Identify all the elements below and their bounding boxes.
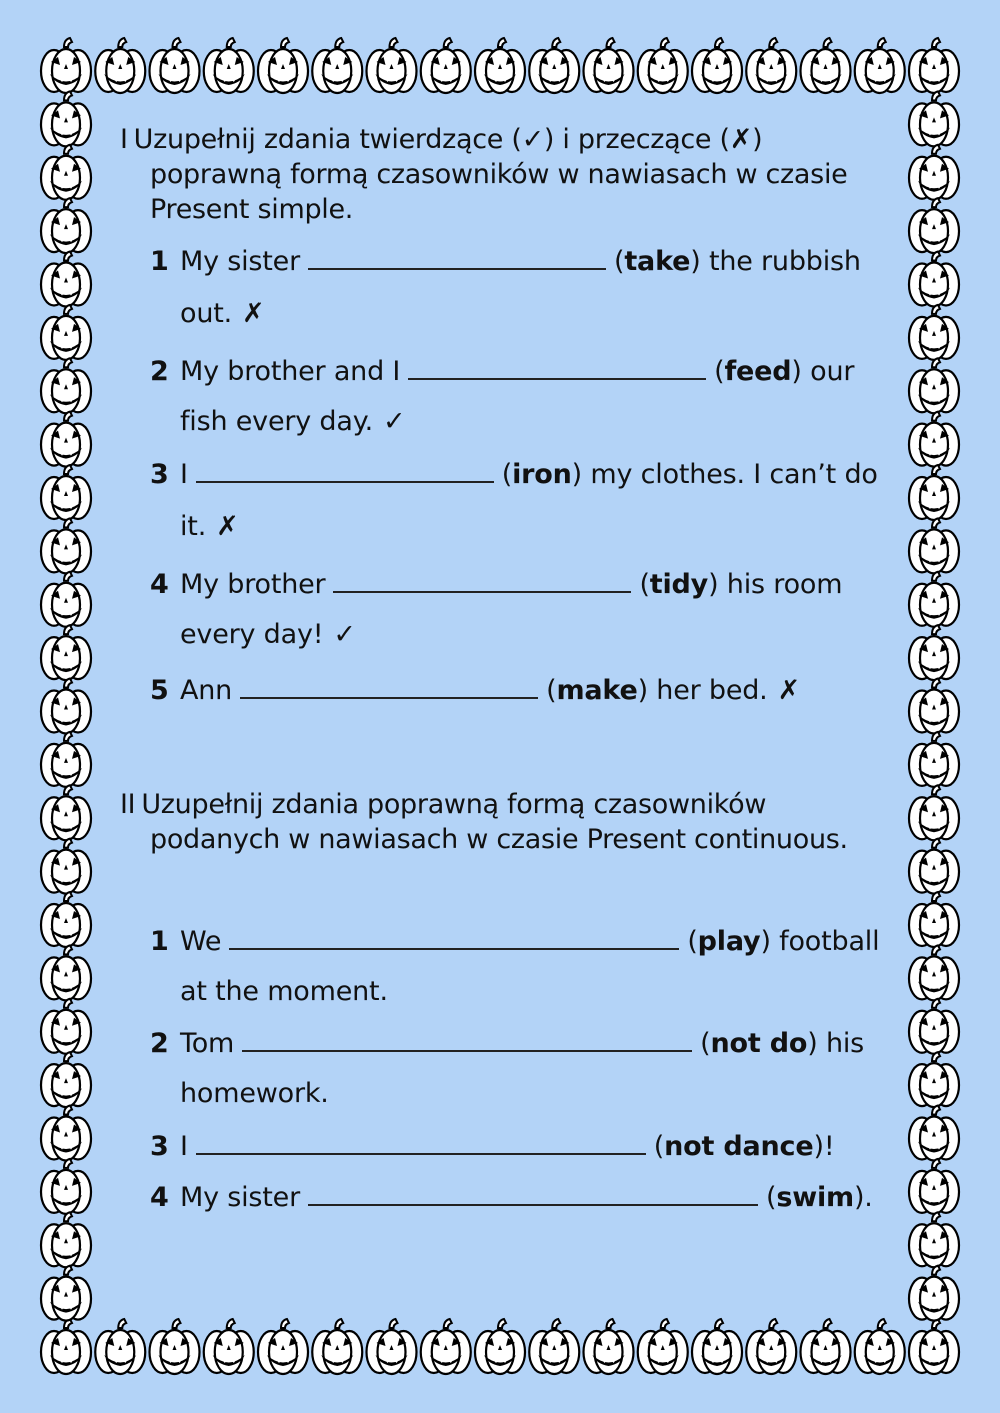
verb-hint: play: [697, 926, 761, 957]
item-number: 4: [150, 569, 169, 600]
instruction-line-2: poprawną formą czasowników w nawiasach w czasie: [150, 159, 848, 190]
instruction-line-3: Present simple.: [150, 194, 354, 225]
answer-blank[interactable]: [408, 354, 706, 380]
cross-icon: ✗: [242, 298, 265, 329]
item-text-after: the rubbish: [708, 246, 861, 277]
instruction-text-b: ) i przeczące (: [543, 124, 730, 155]
item-text-continued: homework.: [180, 1078, 329, 1109]
item-text-after: his room: [726, 569, 843, 600]
verb-hint: not dance: [664, 1131, 814, 1162]
verb-hint: take: [624, 246, 691, 277]
check-icon: ✓: [521, 124, 544, 155]
item-number: 4: [150, 1182, 169, 1213]
item-text-before: My sister: [180, 1182, 300, 1213]
item-text-continued: fish every day.: [180, 406, 374, 437]
section-2-instruction: [120, 787, 880, 857]
answer-blank[interactable]: [196, 457, 494, 483]
answer-blank[interactable]: [196, 1129, 646, 1155]
answer-blank[interactable]: [242, 1026, 692, 1052]
verb-hint: not do: [710, 1028, 808, 1059]
check-icon: ✓: [383, 406, 406, 437]
cross-icon: ✗: [216, 511, 239, 542]
item-text-continued: it.: [180, 511, 207, 542]
verb-hint: feed: [724, 356, 792, 387]
item-number: 1: [150, 926, 169, 957]
instruction-line-2: podanych w nawiasach w czasie Present continuous.: [150, 824, 848, 855]
item-number: 1: [150, 246, 169, 277]
item-number: 2: [150, 1028, 169, 1059]
verb-hint: swim: [776, 1182, 854, 1213]
cross-icon: ✗: [729, 124, 753, 155]
item-text-after: !: [823, 1131, 835, 1162]
verb-hint: tidy: [649, 569, 709, 600]
item-text-before: Tom: [180, 1028, 235, 1059]
item-text-before: My brother: [180, 569, 326, 600]
item-text-after: his: [825, 1028, 865, 1059]
answer-blank[interactable]: [333, 567, 631, 593]
item-text-after: .: [864, 1182, 873, 1213]
item-text-after: my clothes. I can’t do: [590, 459, 878, 490]
item-number: 3: [150, 1131, 169, 1162]
section-2-number: II: [120, 789, 136, 820]
item-text-continued: out.: [180, 298, 233, 329]
item-text-continued: every day!: [180, 619, 324, 650]
section-1-number: I: [120, 124, 128, 155]
item-text-after: our: [810, 356, 855, 387]
item-text-continued: at the moment.: [180, 976, 388, 1007]
instruction-text-c: ): [752, 124, 763, 155]
item-text-before: We: [180, 926, 222, 957]
item-number: 5: [150, 675, 169, 706]
item-text-before: I: [180, 1131, 188, 1162]
answer-blank[interactable]: [240, 673, 538, 699]
item-text-before: Ann: [180, 675, 233, 706]
verb-hint: make: [556, 675, 638, 706]
worksheet: I Uzupełnij zdania twierdzące (✓) i przeczące (✗) poprawną formą czasowników w nawiasach w czasie Present simple. 1 My sister (take) the rubbish out. ✗ 2 My brother and I (feed) our fish every day. ✓ 3 I (iron) my clothes. I can’t do it. ✗ 4 My brother (tidy) his room every day! ✓ 5 Ann (make) her bed. ✗ II Uzupełnij zdania poprawną formą czasowników podanych w nawiasach w czasie Present continuous. 1 We (play) football at the moment. 2 Tom (not do) his homework. 3 I (not dance)! 4 My sister (swim).: [120, 124, 880, 1213]
answer-blank[interactable]: [229, 924, 679, 950]
cross-icon: ✗: [777, 675, 800, 706]
answer-blank[interactable]: [308, 244, 606, 270]
item-text-before: I: [180, 459, 188, 490]
item-number: 2: [150, 356, 169, 387]
instruction-line-1: Uzupełnij zdania poprawną formą czasowników: [141, 789, 767, 820]
section-1-instruction: [120, 122, 880, 227]
item-text-after: her bed.: [656, 675, 768, 706]
item-text-after: football: [779, 926, 880, 957]
instruction-text-a: Uzupełnij zdania twierdzące (: [133, 124, 522, 155]
answer-blank[interactable]: [308, 1180, 758, 1206]
check-icon: ✓: [333, 619, 356, 650]
item-number: 3: [150, 459, 169, 490]
verb-hint: iron: [512, 459, 572, 490]
item-text-before: My brother and I: [180, 356, 401, 387]
item-text-before: My sister: [180, 246, 300, 277]
